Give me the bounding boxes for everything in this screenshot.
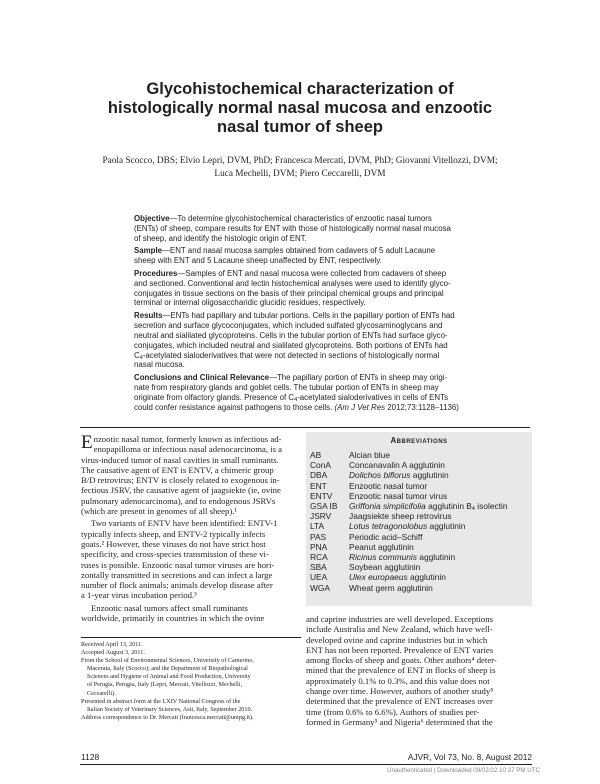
abstract-procedures-label: Procedures	[134, 268, 178, 278]
abstract-procedures	[134, 269, 534, 309]
abstract-sample-label: Sample	[134, 246, 163, 256]
abstract-conclusions: Conclusions and Clinical Relevance—The papillary portion of ENTs in sheep may origi- nate from respiratory glands and goblet cells. The tubular portion of ENTs in sheep may originate from olfactory glands. Presence of $C_4$-acetylated sialoderivatives in cells of ENTs could confer resistance against pathogens to those cells. (Am J Vet Res 2012;73:1128–1136)	[134, 373, 534, 413]
author-line: Luca Mechelli, DVM; Piero Ceccarelli, DVM	[214, 169, 386, 179]
article-notes: Received April 13, 2011. Accepted August 3, 2011. From the School of Environmental Sciences, University of Camerino, Macerata, Italy (Scocco); and the Department of Biopathological Sciences and Hygiene of Animal and Food Production, University of Perugia, Perugia, Italy (Lepri, Mercati, Vitellozzi, Mechelli, Ceccarelli). Presented in abstract form at the LXIV National Congress of the Italian Society of Veterinary Sciences, Asti, Italy, September 2010. Address correspondence to Dr. Mercati (francesca.mercati@unipg.it).	[81, 641, 254, 721]
abbreviation-row: ENT Enzootic nasal tumor	[310, 480, 428, 491]
article-title	[60, 80, 540, 137]
abbreviation-row: UEA Ulex europaeus agglutinin	[310, 572, 446, 583]
abstract	[134, 214, 534, 415]
abstract-line: —To determine glycohistochemical characteristics of enzootic nasal tumors	[169, 214, 432, 223]
abbreviation-row: ConA Concanavalin A agglutinin	[310, 460, 445, 471]
abstract-line: and sectioned. Conventional and lectin histochemical analyses were used to identify glyco-	[134, 278, 451, 288]
abbreviation-row: DBA Dolichos biflorus agglutinin	[310, 470, 449, 481]
abstract-line: could confer resistance against pathogens to those cells.	[134, 402, 335, 412]
abstract-line: nasal mucosa.	[134, 360, 185, 370]
abbreviations-list	[310, 450, 530, 593]
author-line: Paola Scocco, DBS; Elvio Lepri, DVM, PhD; Francesca Mercati, DVM, PhD; Giovanni Vitellozzi, DVM;	[102, 156, 498, 166]
abstract-line: nate from respiratory glands and goblet cells. The tubular portion of ENTs in sheep may	[134, 382, 439, 392]
abstract-line: neutral and sialilated glycoproteins. Cells in the tubular portion of ENTs had surface glyco-	[134, 330, 448, 340]
abbreviation-row: SBA Soybean agglutinin	[310, 562, 421, 573]
abstract-line: —The papillary portion of ENTs in sheep may origi-	[269, 372, 448, 382]
abstract-line: —ENTs had papillary and tubular portions. Cells in the papillary portion of ENTs had	[162, 310, 455, 320]
abstract-results-label: Results	[134, 310, 163, 320]
abstract-sample	[134, 246, 534, 266]
abstract-line: originate from olfactory glands. Presence of C	[134, 392, 295, 402]
title-line: histologically normal nasal mucosa and enzootic	[107, 99, 493, 117]
body-paragraph: Enzootic nasal tumors affect small ruminants worldwide, primarily in countries in which the ovine	[81, 602, 265, 624]
abbreviation-row: RCA Ricinus communis agglutinin	[310, 552, 456, 563]
abstract-line: conjugates, which included neutral and sialilated glycoproteins. Both portions of ENTs had	[134, 340, 448, 350]
abbreviation-row: WGA Wheat germ agglutinin	[310, 582, 433, 593]
abbreviation-row: AB Alcian blue	[310, 450, 390, 460]
abstract-line: secretion and surface glycoconjugates, which included sulfated glycosaminoglycans and	[134, 320, 443, 330]
abstract-line: -acetylated sialoderivatives in cells of ENTs	[297, 392, 449, 402]
abbreviation-row: PNA Peanut agglutinin	[310, 541, 414, 552]
section-divider	[80, 427, 530, 428]
abbreviation-row: LTA Lotus tetragonolobus agglutinin	[310, 521, 466, 532]
abstract-line: conjugates in tissue sections on the basis of their principal chemical groups and principal	[134, 288, 444, 298]
abbreviation-row: ENTV Enzootic nasal tumor virus	[310, 490, 448, 501]
abbreviation-row: JSRV Jaagsiekte sheep retrovirus	[310, 511, 452, 522]
body-paragraph: E nzootic nasal tumor, formerly known as infectious ad- enopapilloma or infectious nasal adenocarcinoma, is a virus-induced tumor of nasal cavities in small ruminants. The causative agent of ENT is ENTV, a chimeric group B/D retrovirus; ENTV is closely related to exogenous in- fectious JSRV, the causative agent of jaagsiekte (ie, ovine pulmonary adenocarcinoma), and to endogenous JSRVs (which are present in genomes of all sheep).¹	[81, 432, 283, 517]
body-column-right: and caprine industries are well developed. Exceptions include Australia and New Zealand, which have well- developed ovine and caprine industries but in which ENT has not been reported. Prevalence of ENT varies among flocks of sheep and goats. Other authors⁴ deter- mined that the prevalence of ENT in flocks of sheep is approximately 0.1% to 0.3%, and this value does not change over time. However, authors of another study⁵ determined that the prevalence of ENT increases over time (from 0.6% to 6.6%). Authors of studies per- formed in Germany⁵ and Nigeria⁶ determined that the	[306, 614, 497, 727]
footer-divider	[80, 764, 532, 765]
abbreviations-heading: Abbreviations	[390, 436, 448, 445]
abstract-line: of sheep, and identify the histologic origin of ENT.	[134, 233, 307, 243]
abstract-line: —ENT and nasal mucosa samples obtained from cadavers of 5 adult Lacaune	[162, 246, 436, 256]
citation-detail: 2012;73:1128–1136)	[385, 402, 459, 412]
footnote-divider	[81, 637, 301, 638]
abstract-conclusions-label: Conclusions and Clinical Relevance	[134, 372, 270, 382]
abbreviation-row: PAS Periodic acid–Schiff	[310, 531, 423, 542]
abstract-line: (ENTs) of sheep, compare results for ENT with those of histologically normal nasal mucosa	[134, 223, 451, 233]
author-list	[80, 155, 520, 181]
abstract-objective	[134, 214, 534, 244]
abstract-line: —Samples of ENT and nasal mucosa were collected from cadavers of sheep	[177, 268, 447, 278]
title-line: Glycohistochemical characterization of	[146, 80, 454, 98]
abstract-objective-label: Objective	[134, 214, 170, 223]
journal-reference: AJVR, Vol 73, No. 8, August 2012	[407, 752, 532, 762]
abstract-line: terminal or internal oligosaccharidic glucidic residues, respectively.	[134, 298, 366, 308]
abstract-line: acetylated sialoderivatives that were not detected in sections of histologically normal	[145, 350, 440, 360]
abstract-line: sheep with ENT and 5 Lacaune sheep unaffected by ENT, respectively.	[134, 256, 382, 266]
drop-cap: E	[81, 432, 93, 453]
citation-journal: (Am J Vet Res	[334, 402, 386, 412]
body-paragraph: Two variants of ENTV have been identified: ENTV-1 typically infects sheep, and ENTV-2 typically infects goats.² However, these viruses do not have strict host specificity, and cross-species transmission of these vi- ruses is possible. Enzootic nasal tumor viruses are hori- zontally transmitted in secretions and can infect a large number of flock animals; animals develop disease after a 1-year virus incubation period.³	[81, 518, 278, 601]
download-stamp: Unauthenticated | Downloaded 09/02/22 10:37 PM UTC	[387, 767, 540, 774]
abbreviation-row: GSA IB Griffonia simplicifolia agglutinin $B_4$ isolectin	[310, 501, 508, 513]
page-number: 1128	[81, 752, 100, 762]
title-line: nasal tumor of sheep	[217, 118, 383, 136]
abstract-results: Results—ENTs had papillary and tubular portions. Cells in the papillary portion of ENTs had secretion and surface glycoconjugates, which included sulfated glycosaminoglycans and neutral and sialilated glycoproteins. Cells in the tubular portion of ENTs had surface glyco- conjugates, which included neutral and sialilated glycoproteins. Both portions of ENTs had $C_4$-acetylated sialoderivatives that were not detected in sections of histologically normal nasal mucosa.	[134, 311, 534, 370]
body-column-left	[81, 434, 301, 625]
